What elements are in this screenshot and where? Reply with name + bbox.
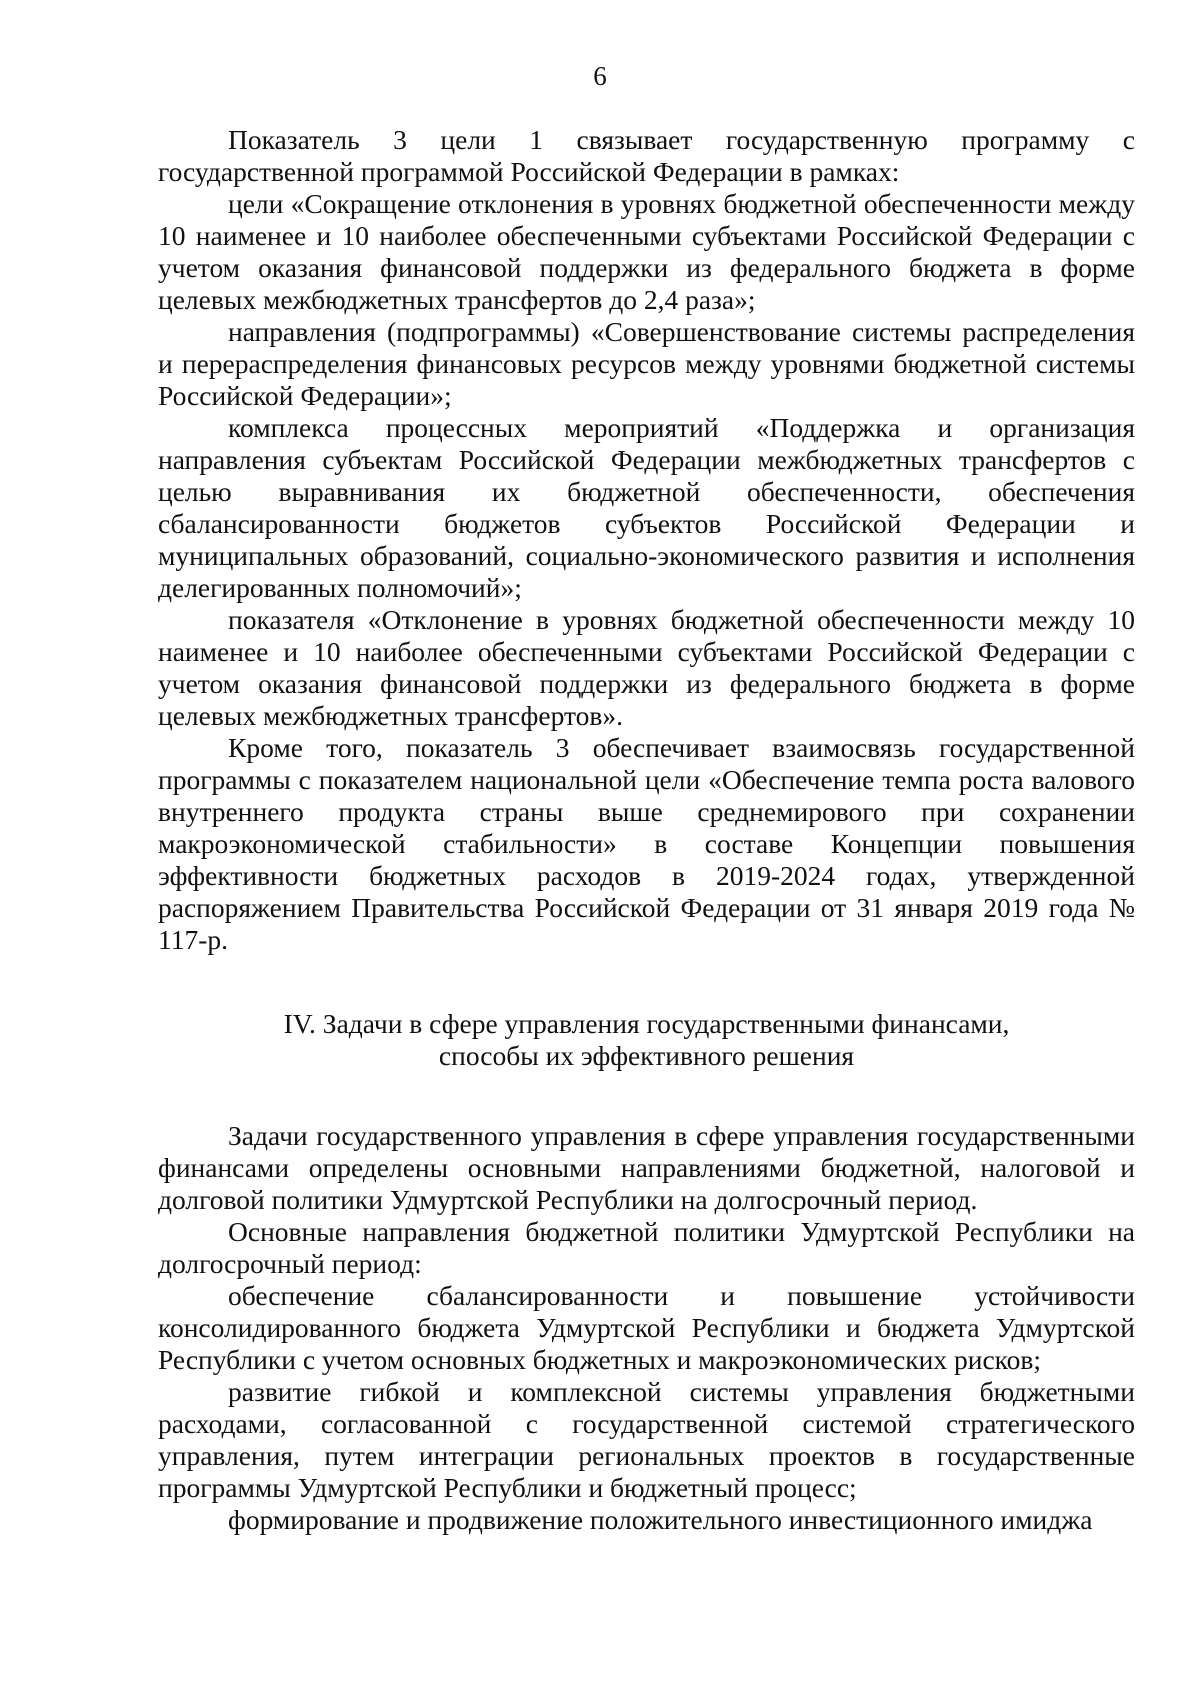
section-heading-line: способы их эффективного решения bbox=[438, 1040, 855, 1071]
paragraph: направления (подпрограммы) «Совершенствование системы распределения и перераспределения финансовых ресурсов между уровнями бюджетной системы Российской Федерации»; bbox=[158, 316, 1135, 411]
paragraph: комплекса процессных мероприятий «Поддержка и организация направления субъектам Российской Федерации межбюджетных трансфертов с целью выравнивания их бюджетной обеспеченности, обеспечения сбалансированности бюджетов субъектов Российской Федерации и муниципальных образований, социально-экономического развития и исполнения делегированных полномочий»; bbox=[158, 412, 1135, 603]
section-heading bbox=[158, 1008, 1135, 1072]
paragraph: Кроме того, показатель 3 обеспечивает взаимосвязь государственной программы с показателем национальной цели «Обеспечение темпа роста валового внутреннего продукта страны выше среднемирового при сохранении макроэкономической стабильности» в составе Концепции повышения эффективности бюджетных расходов в 2019-2024 годах, утвержденной распоряжением Правительства Российской Федерации от 31 января 2019 года № 117-р. bbox=[158, 732, 1135, 955]
paragraph: Основные направления бюджетной политики Удмуртской Республики на долгосрочный период: bbox=[158, 1216, 1135, 1279]
paragraph: формирование и продвижение положительного инвестиционного имиджа bbox=[228, 1504, 1093, 1535]
paragraph: Показатель 3 цели 1 связывает государственную программу с государственной программой Российской Федерации в рамках: bbox=[158, 124, 1135, 187]
paragraph: показателя «Отклонение в уровнях бюджетной обеспеченности между 10 наименее и 10 наиболее обеспеченными субъектами Российской Федерации с учетом оказания финансовой поддержки из федерального бюджета в форме целевых межбюджетных трансфертов». bbox=[158, 604, 1135, 731]
paragraph: Задачи государственного управления в сфере управления государственными финансами определены основными направлениями бюджетной, налоговой и долговой политики Удмуртской Республики на долгосрочный период. bbox=[158, 1120, 1135, 1215]
document-body bbox=[158, 124, 1135, 1536]
paragraph: цели «Сокращение отклонения в уровнях бюджетной обеспеченности между 10 наименее и 10 наиболее обеспеченными субъектами Российской Федерации с учетом оказания финансовой поддержки из федерального бюджета в форме целевых межбюджетных трансфертов до 2,4 раза»; bbox=[158, 188, 1135, 315]
paragraph: обеспечение сбалансированности и повышение устойчивости консолидированного бюджета Удмуртской Республики и бюджета Удмуртской Республики с учетом основных бюджетных и макроэкономических рисков; bbox=[158, 1280, 1135, 1375]
paragraph: развитие гибкой и комплексной системы управления бюджетными расходами, согласованной с государственной системой стратегического управления, путем интеграции региональных проектов в государственные программы Удмуртской Республики и бюджетный процесс; bbox=[158, 1376, 1135, 1503]
section-heading-line: IV. Задачи в сфере управления государственными финансами, bbox=[283, 1008, 1010, 1039]
page-number: 6 bbox=[593, 61, 607, 91]
